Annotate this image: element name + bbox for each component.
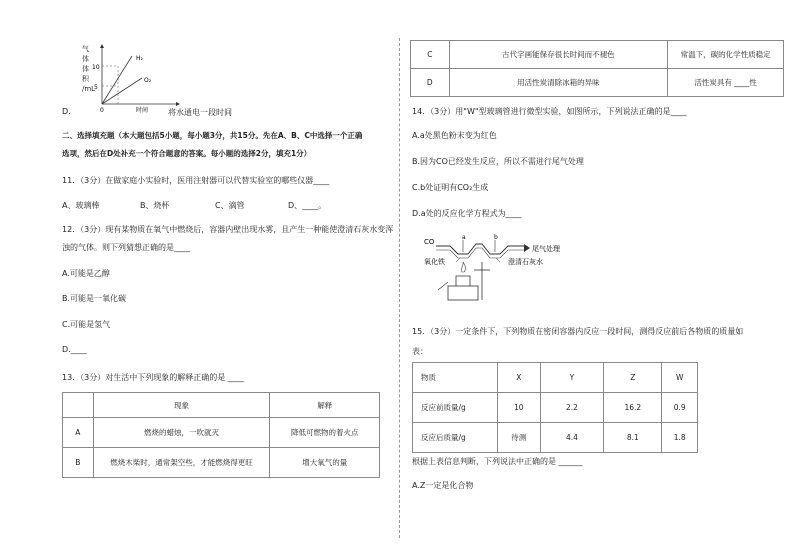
q12-stem-1: 12．（3分）现有某物质在氧气中燃烧后，容器内壁出现水雾，且产生一种能使澄清石灰水变浑 [62, 225, 394, 234]
q14-option-a: A.a处黑色粉末变为红色 [412, 131, 497, 140]
lime-water-label: 澄清石灰水 [508, 258, 543, 266]
column-divider [399, 38, 400, 538]
table-row: 反应后质量/g 待测 4.4 8.1 1.8 [413, 423, 698, 453]
point-a-label: a [462, 234, 466, 241]
q13-table: 现象 解释 A 燃烧的蜡烛，一吹就灭 降低可燃物的着火点 B 燃烧木柴时，通常架空些，才能燃烧得更旺 增大氧气的量 [62, 392, 380, 478]
q15-after: 根据上表信息判断，下列说法中正确的是 ______ [412, 457, 583, 466]
table-row: A 燃烧的蜡烛，一吹就灭 降低可燃物的着火点 [63, 418, 380, 448]
h2-line [102, 56, 132, 104]
section-title-2: 选项，然后在D处补充一个符合题意的答案。每小题的选择2分，填充1分） [62, 149, 312, 158]
o2-line [102, 78, 142, 104]
q12-stem-2: 浊的气体。则下列猜想正确的是____ [62, 243, 190, 252]
q14-stem: 14．（3分）用"W"型玻璃管进行微型实验，如图所示，下列说法正确的是____ [412, 107, 687, 116]
option-d-text: 将水通电一段时间 [168, 108, 232, 117]
section-title: 二、选择填充题（本大题包括5小题，每小题3分，共15分。先在A、B、C中选择一个正确 [62, 131, 363, 140]
q14-option-c: C.b处证明有CO₂生成 [412, 183, 489, 192]
q12-option-b: B.可能是一氧化碳 [62, 294, 127, 303]
table-row: B 燃烧木柴时，通常架空些，才能燃烧得更旺 增大氧气的量 [63, 448, 380, 478]
q13-stem: 13．（3分）对生活中下列现象的解释正确的是 ____ [62, 373, 244, 382]
q15-stem-1: 15．（3分）一定条件下，下列物质在密闭容器内反应一段时间，测得反应前后各物质的质量如 [412, 327, 744, 336]
w-tube-apparatus [420, 232, 590, 302]
q14-option-d: D.a处的反应化学方程式为____ [412, 209, 522, 218]
q11-option-b: B、烧杯 [140, 201, 170, 210]
q12-option-c: C.可能是氢气 [62, 320, 111, 329]
tick-0: 0 [100, 107, 104, 114]
tail-gas-label: 尾气处理 [532, 245, 560, 253]
q11-option-d: D、____。 [288, 201, 327, 210]
tick-5: 5 [94, 84, 98, 91]
co-label: CO [424, 238, 435, 246]
h2-label: H₂ [136, 55, 143, 62]
table-row: 反应前质量/g 10 2.2 16.2 0.9 [413, 393, 698, 423]
q15-table: 物质 X Y Z W 反应前质量/g 10 2.2 16.2 0.9 反应后质量/g 待测 4.4 8.1 1.8 [412, 362, 698, 453]
point-b-label: b [494, 234, 498, 241]
q12-option-d: D.____ [62, 345, 87, 354]
q15-stem-2: 表： [412, 347, 428, 356]
q14-option-b: B.因为CO已经发生反应，所以不需进行尾气处理 [412, 157, 584, 166]
q15-option-a: A.Z一定是化合物 [412, 481, 474, 490]
q11-stem: 11．（3分）在做家庭小实验时，医用注射器可以代替实验室的哪些仪器____ [62, 176, 330, 185]
q12-option-a: A.可能是乙醇 [62, 269, 110, 278]
iron-oxide-label: 氧化铁 [424, 258, 445, 266]
q11-option-c: C、滴管 [215, 201, 245, 210]
q13-table-cont [410, 40, 784, 97]
x-axis-label: 时间 [136, 107, 149, 114]
tick-10: 10 [92, 64, 100, 71]
option-d-letter: D. [62, 107, 71, 116]
q11-option-a: A、玻璃棒 [62, 201, 100, 210]
table-row: D 用活性炭清除冰箱的异味 活性炭具有 ____性 [411, 69, 784, 97]
o2-label: O₂ [144, 77, 152, 84]
y-axis-label: 气 体 体 积 /mL [82, 45, 96, 93]
table-row: C 古代字画能保存很长时间而不褪色 常温下，碳的化学性质稳定 [411, 41, 784, 69]
